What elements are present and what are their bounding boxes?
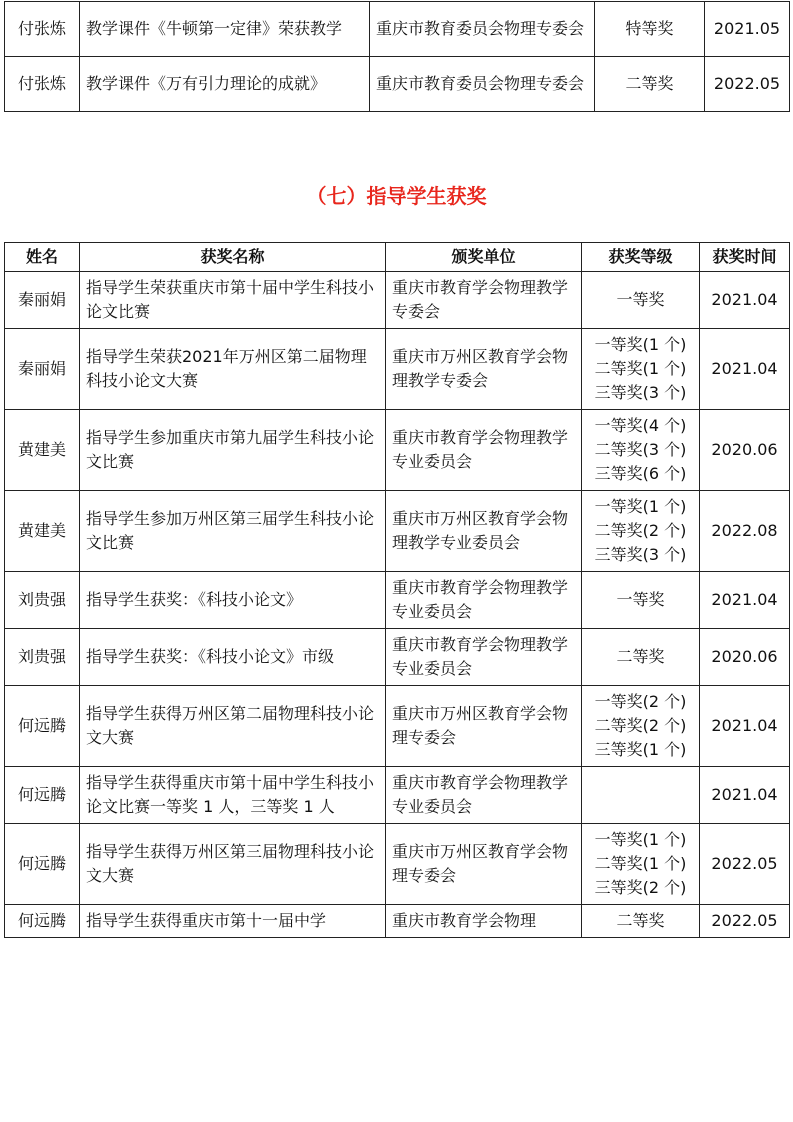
cell-award-date: 2021.04 [700, 272, 790, 329]
award-level-line: 三等奖(3 个) [594, 383, 687, 402]
award-level-line: 二等奖 [616, 647, 665, 666]
cell-issuing-unit: 重庆市教育委员会物理专委会 [370, 57, 595, 112]
table-row [5, 57, 790, 112]
cell-name: 何远腾 [5, 905, 80, 938]
award-level-line: 一等奖(2 个) [594, 692, 687, 711]
cell-award-date: 2021.04 [700, 329, 790, 410]
award-level-line: 二等奖 [616, 911, 665, 930]
cell-name: 秦丽娟 [5, 272, 80, 329]
header-name: 姓名 [5, 243, 80, 272]
cell-award-level [582, 686, 700, 767]
cell-name: 付张炼 [5, 2, 80, 57]
cell-name: 何远腾 [5, 824, 80, 905]
cell-award-title: 指导学生荣获2021年万州区第二届物理科技小论文大赛 [80, 329, 386, 410]
award-level-line: 一等奖(1 个) [594, 497, 687, 516]
cell-award-title: 指导学生参加万州区第三届学生科技小论文比赛 [80, 491, 386, 572]
cell-issuing-unit: 重庆市教育委员会物理专委会 [370, 2, 595, 57]
cell-award-title: 指导学生参加重庆市第九届学生科技小论文比赛 [80, 410, 386, 491]
cell-award-date: 2022.05 [700, 824, 790, 905]
cell-issuing-unit: 重庆市教育学会物理教学专业委员会 [386, 410, 582, 491]
cell-award-level [582, 272, 700, 329]
cell-award-level [582, 905, 700, 938]
cell-award-title: 指导学生获得万州区第二届物理科技小论文大赛 [80, 686, 386, 767]
cell-award-date: 2022.08 [700, 491, 790, 572]
award-level-line: 二等奖(2 个) [594, 716, 687, 735]
cell-award-date: 2022.05 [700, 905, 790, 938]
cell-award-level [582, 329, 700, 410]
cell-issuing-unit: 重庆市万州区教育学会物理教学专业委员会 [386, 491, 582, 572]
cell-issuing-unit: 重庆市万州区教育学会物理专委会 [386, 686, 582, 767]
header-issuing-unit: 颁奖单位 [386, 243, 582, 272]
cell-issuing-unit: 重庆市教育学会物理教学专业委员会 [386, 629, 582, 686]
section-title: （七）指导学生获奖 [306, 184, 487, 208]
cell-award-date: 2021.04 [700, 686, 790, 767]
cell-award-date: 2021.04 [700, 572, 790, 629]
cell-award-date: 2022.05 [705, 57, 790, 112]
cell-award-date: 2021.05 [705, 2, 790, 57]
cell-award-title: 教学课件《万有引力理论的成就》 [80, 57, 370, 112]
table-row [5, 272, 790, 329]
cell-name: 何远腾 [5, 767, 80, 824]
award-level-line: 一等奖(1 个) [594, 830, 687, 849]
cell-name: 黄建美 [5, 410, 80, 491]
award-level-line: 一等奖 [616, 290, 665, 309]
award-level-line: 特等奖 [625, 19, 674, 38]
award-level-line: 二等奖(2 个) [594, 521, 687, 540]
cell-name: 秦丽娟 [5, 329, 80, 410]
cell-award-title: 指导学生获得重庆市第十一届中学 [80, 905, 386, 938]
cell-issuing-unit: 重庆市教育学会物理 [386, 905, 582, 938]
award-level-line: 一等奖 [616, 590, 665, 609]
header-award-level: 获奖等级 [582, 243, 700, 272]
cell-name: 刘贵强 [5, 629, 80, 686]
cell-issuing-unit: 重庆市教育学会物理教学专业委员会 [386, 767, 582, 824]
award-level-line: 二等奖(1 个) [594, 854, 687, 873]
cell-award-level [582, 572, 700, 629]
cell-award-level [582, 824, 700, 905]
table-row [5, 629, 790, 686]
award-level-line: 三等奖(1 个) [594, 740, 687, 759]
cell-award-level [582, 410, 700, 491]
table-row [5, 767, 790, 824]
cell-award-date: 2020.06 [700, 410, 790, 491]
cell-award-level [582, 767, 700, 824]
award-level-line: 二等奖(1 个) [594, 359, 687, 378]
table-row [5, 824, 790, 905]
cell-name: 付张炼 [5, 57, 80, 112]
award-level-line: 三等奖(6 个) [594, 464, 687, 483]
cell-issuing-unit: 重庆市万州区教育学会物理教学专委会 [386, 329, 582, 410]
award-level-line: 三等奖(3 个) [594, 545, 687, 564]
cell-name: 何远腾 [5, 686, 80, 767]
cell-name: 刘贵强 [5, 572, 80, 629]
cell-award-title: 指导学生获奖：《科技小论文》 [80, 572, 386, 629]
cell-award-level [582, 629, 700, 686]
cell-issuing-unit: 重庆市万州区教育学会物理专委会 [386, 824, 582, 905]
table-row [5, 2, 790, 57]
cell-award-title: 教学课件《牛顿第一定律》荣获教学 [80, 2, 370, 57]
table-row [5, 329, 790, 410]
award-level-line: 二等奖(3 个) [594, 440, 687, 459]
header-award-date: 获奖时间 [700, 243, 790, 272]
cell-award-title: 指导学生获奖：《科技小论文》市级 [80, 629, 386, 686]
previous-awards-table [4, 1, 790, 112]
student-awards-body [5, 272, 790, 938]
award-level-line: 一等奖(4 个) [594, 416, 687, 435]
cell-award-level [582, 491, 700, 572]
previous-awards-body [5, 2, 790, 112]
cell-award-title: 指导学生获得万州区第三届物理科技小论文大赛 [80, 824, 386, 905]
cell-award-title: 指导学生获得重庆市第十届中学生科技小论文比赛一等奖 1 人，三等奖 1 人 [80, 767, 386, 824]
header-award-title: 获奖名称 [80, 243, 386, 272]
cell-issuing-unit: 重庆市教育学会物理教学专委会 [386, 272, 582, 329]
header-row [5, 243, 790, 272]
cell-issuing-unit: 重庆市教育学会物理教学专业委员会 [386, 572, 582, 629]
cell-award-level [595, 2, 705, 57]
table-row [5, 572, 790, 629]
cell-name: 黄建美 [5, 491, 80, 572]
table-row [5, 410, 790, 491]
award-level-line: 二等奖 [625, 74, 674, 93]
cell-award-date: 2021.04 [700, 767, 790, 824]
award-level-line: 三等奖(2 个) [594, 878, 687, 897]
table-row [5, 905, 790, 938]
cell-award-level [595, 57, 705, 112]
table-row [5, 491, 790, 572]
table-row [5, 686, 790, 767]
award-level-line: 一等奖(1 个) [594, 335, 687, 354]
cell-award-date: 2020.06 [700, 629, 790, 686]
cell-award-title: 指导学生荣获重庆市第十届中学生科技小论文比赛 [80, 272, 386, 329]
student-awards-table [4, 242, 790, 938]
